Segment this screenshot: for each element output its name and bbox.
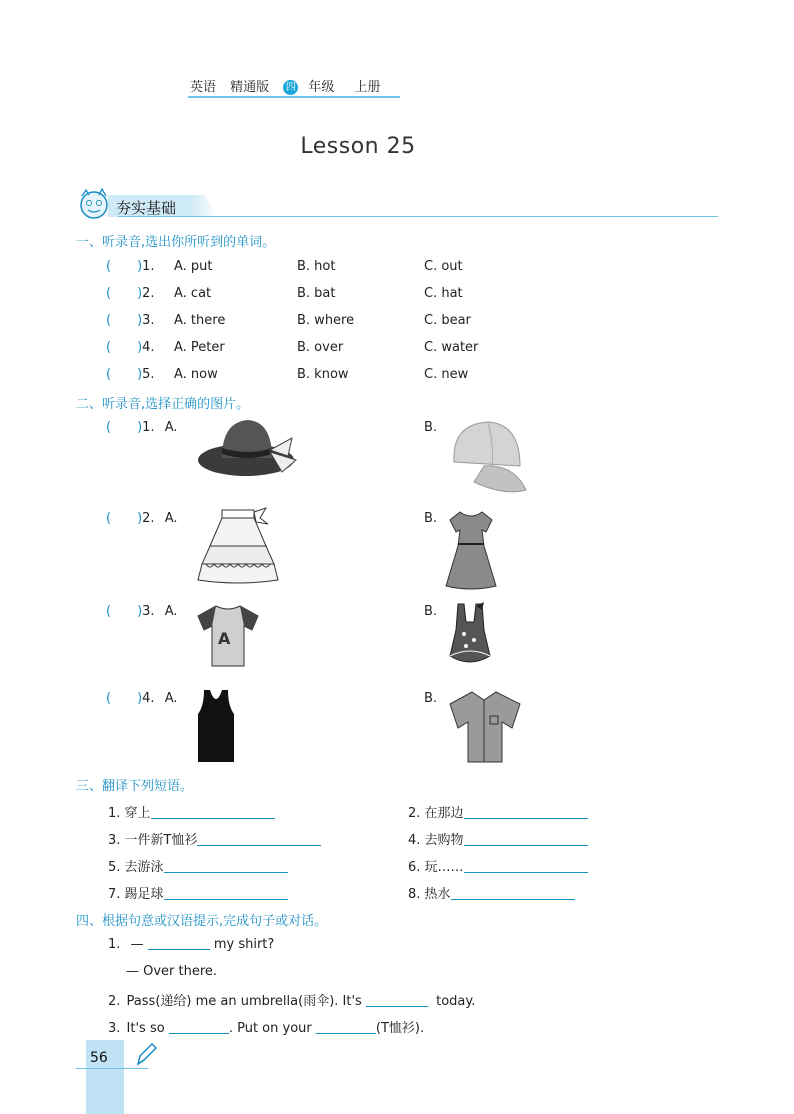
s1-option-a: A. cat bbox=[174, 286, 212, 301]
s2-q3: ( )3. A. bbox=[106, 604, 178, 619]
s3-item-3: 3. 一件新T恤衫 bbox=[108, 829, 321, 848]
s3-item-5: 5. 去游泳 bbox=[108, 856, 288, 875]
s2-q2-b-label: B. bbox=[424, 511, 438, 526]
s4-q3-blank-1 bbox=[169, 1033, 229, 1034]
header-divider bbox=[188, 96, 400, 98]
section1-heading: 一、听录音,选出你所听到的单词。 bbox=[76, 235, 276, 250]
pencil-icon bbox=[134, 1042, 158, 1068]
s1-option-b: B. over bbox=[297, 340, 344, 355]
skirt-icon bbox=[196, 506, 280, 586]
s3-item-1: 1. 穿上 bbox=[108, 802, 275, 821]
grade-badge: 四 bbox=[283, 80, 298, 95]
s1-option-a: A. there bbox=[174, 313, 226, 328]
shirt-icon bbox=[446, 688, 524, 764]
s1-option-a: A. Peter bbox=[174, 340, 225, 355]
s2-q3-b-label: B. bbox=[424, 604, 438, 619]
swimsuit-icon bbox=[446, 600, 494, 670]
s4-q2: 2. Pass(递给) me an umbrella(雨伞). It's today. bbox=[108, 994, 476, 1009]
s1-item: ( )4. bbox=[106, 340, 155, 355]
s2-q1: ( )1. A. bbox=[106, 420, 178, 435]
footer-divider bbox=[76, 1068, 148, 1069]
s1-option-c: C. new bbox=[424, 367, 469, 382]
section2-heading: 二、听录音,选择正确的图片。 bbox=[76, 397, 250, 412]
banner-divider bbox=[118, 216, 718, 217]
mascot-icon bbox=[74, 186, 114, 222]
header-grade: 年级 bbox=[308, 80, 335, 95]
s1-item: ( )1. bbox=[106, 259, 155, 274]
s2-q2: ( )2. A. bbox=[106, 511, 178, 526]
s2-q4-b-label: B. bbox=[424, 691, 438, 706]
page-number: 56 bbox=[90, 1050, 108, 1066]
s1-option-c: C. hat bbox=[424, 286, 463, 301]
section3-heading: 三、翻译下列短语。 bbox=[76, 779, 194, 794]
header-volume: 上册 bbox=[354, 80, 381, 95]
dress-icon bbox=[444, 508, 498, 590]
lesson-title: Lesson 25 bbox=[300, 134, 416, 159]
s4-q2-blank bbox=[366, 1006, 428, 1007]
tshirt-icon bbox=[196, 602, 260, 668]
s2-q4: ( )4. A. bbox=[106, 691, 178, 706]
vest-icon bbox=[196, 688, 236, 764]
s3-item-6: 6. 玩…… bbox=[408, 856, 588, 875]
s1-option-b: B. where bbox=[297, 313, 355, 328]
cap-icon bbox=[444, 416, 528, 498]
s1-option-b: B. know bbox=[297, 367, 349, 382]
s3-item-4: 4. 去购物 bbox=[408, 829, 588, 848]
banner-label: 夯实基础 bbox=[116, 199, 177, 217]
s1-option-c: C. out bbox=[424, 259, 463, 274]
s1-item: ( )2. bbox=[106, 286, 155, 301]
hat-icon bbox=[196, 414, 300, 482]
s4-q1-blank bbox=[148, 949, 210, 950]
s1-option-a: A. put bbox=[174, 259, 213, 274]
s1-option-c: C. bear bbox=[424, 313, 471, 328]
s1-option-a: A. now bbox=[174, 367, 218, 382]
section4-heading: 四、根据句意或汉语提示,完成句子或对话。 bbox=[76, 914, 328, 929]
s2-q1-b-label: B. bbox=[424, 420, 438, 435]
running-header bbox=[190, 76, 400, 96]
s4-q3: 3. It's so . Put on your (T恤衫). bbox=[108, 1021, 425, 1036]
s3-item-8: 8. 热水 bbox=[408, 883, 575, 902]
s3-item-2: 2. 在那边 bbox=[408, 802, 588, 821]
s1-item: ( )3. bbox=[106, 313, 155, 328]
s4-q1-line1: 1. — my shirt? bbox=[108, 937, 275, 952]
s1-option-b: B. bat bbox=[297, 286, 336, 301]
s4-q1-line2: — Over there. bbox=[126, 964, 218, 979]
s1-item: ( )5. bbox=[106, 367, 155, 382]
header-subject: 英语 bbox=[190, 80, 217, 95]
header-edition: 精通版 bbox=[230, 80, 270, 95]
s1-option-b: B. hot bbox=[297, 259, 336, 274]
s4-q3-blank-2 bbox=[316, 1033, 376, 1034]
s1-option-c: C. water bbox=[424, 340, 479, 355]
svg-text:A: A bbox=[218, 629, 231, 648]
s3-item-7: 7. 踢足球 bbox=[108, 883, 288, 902]
